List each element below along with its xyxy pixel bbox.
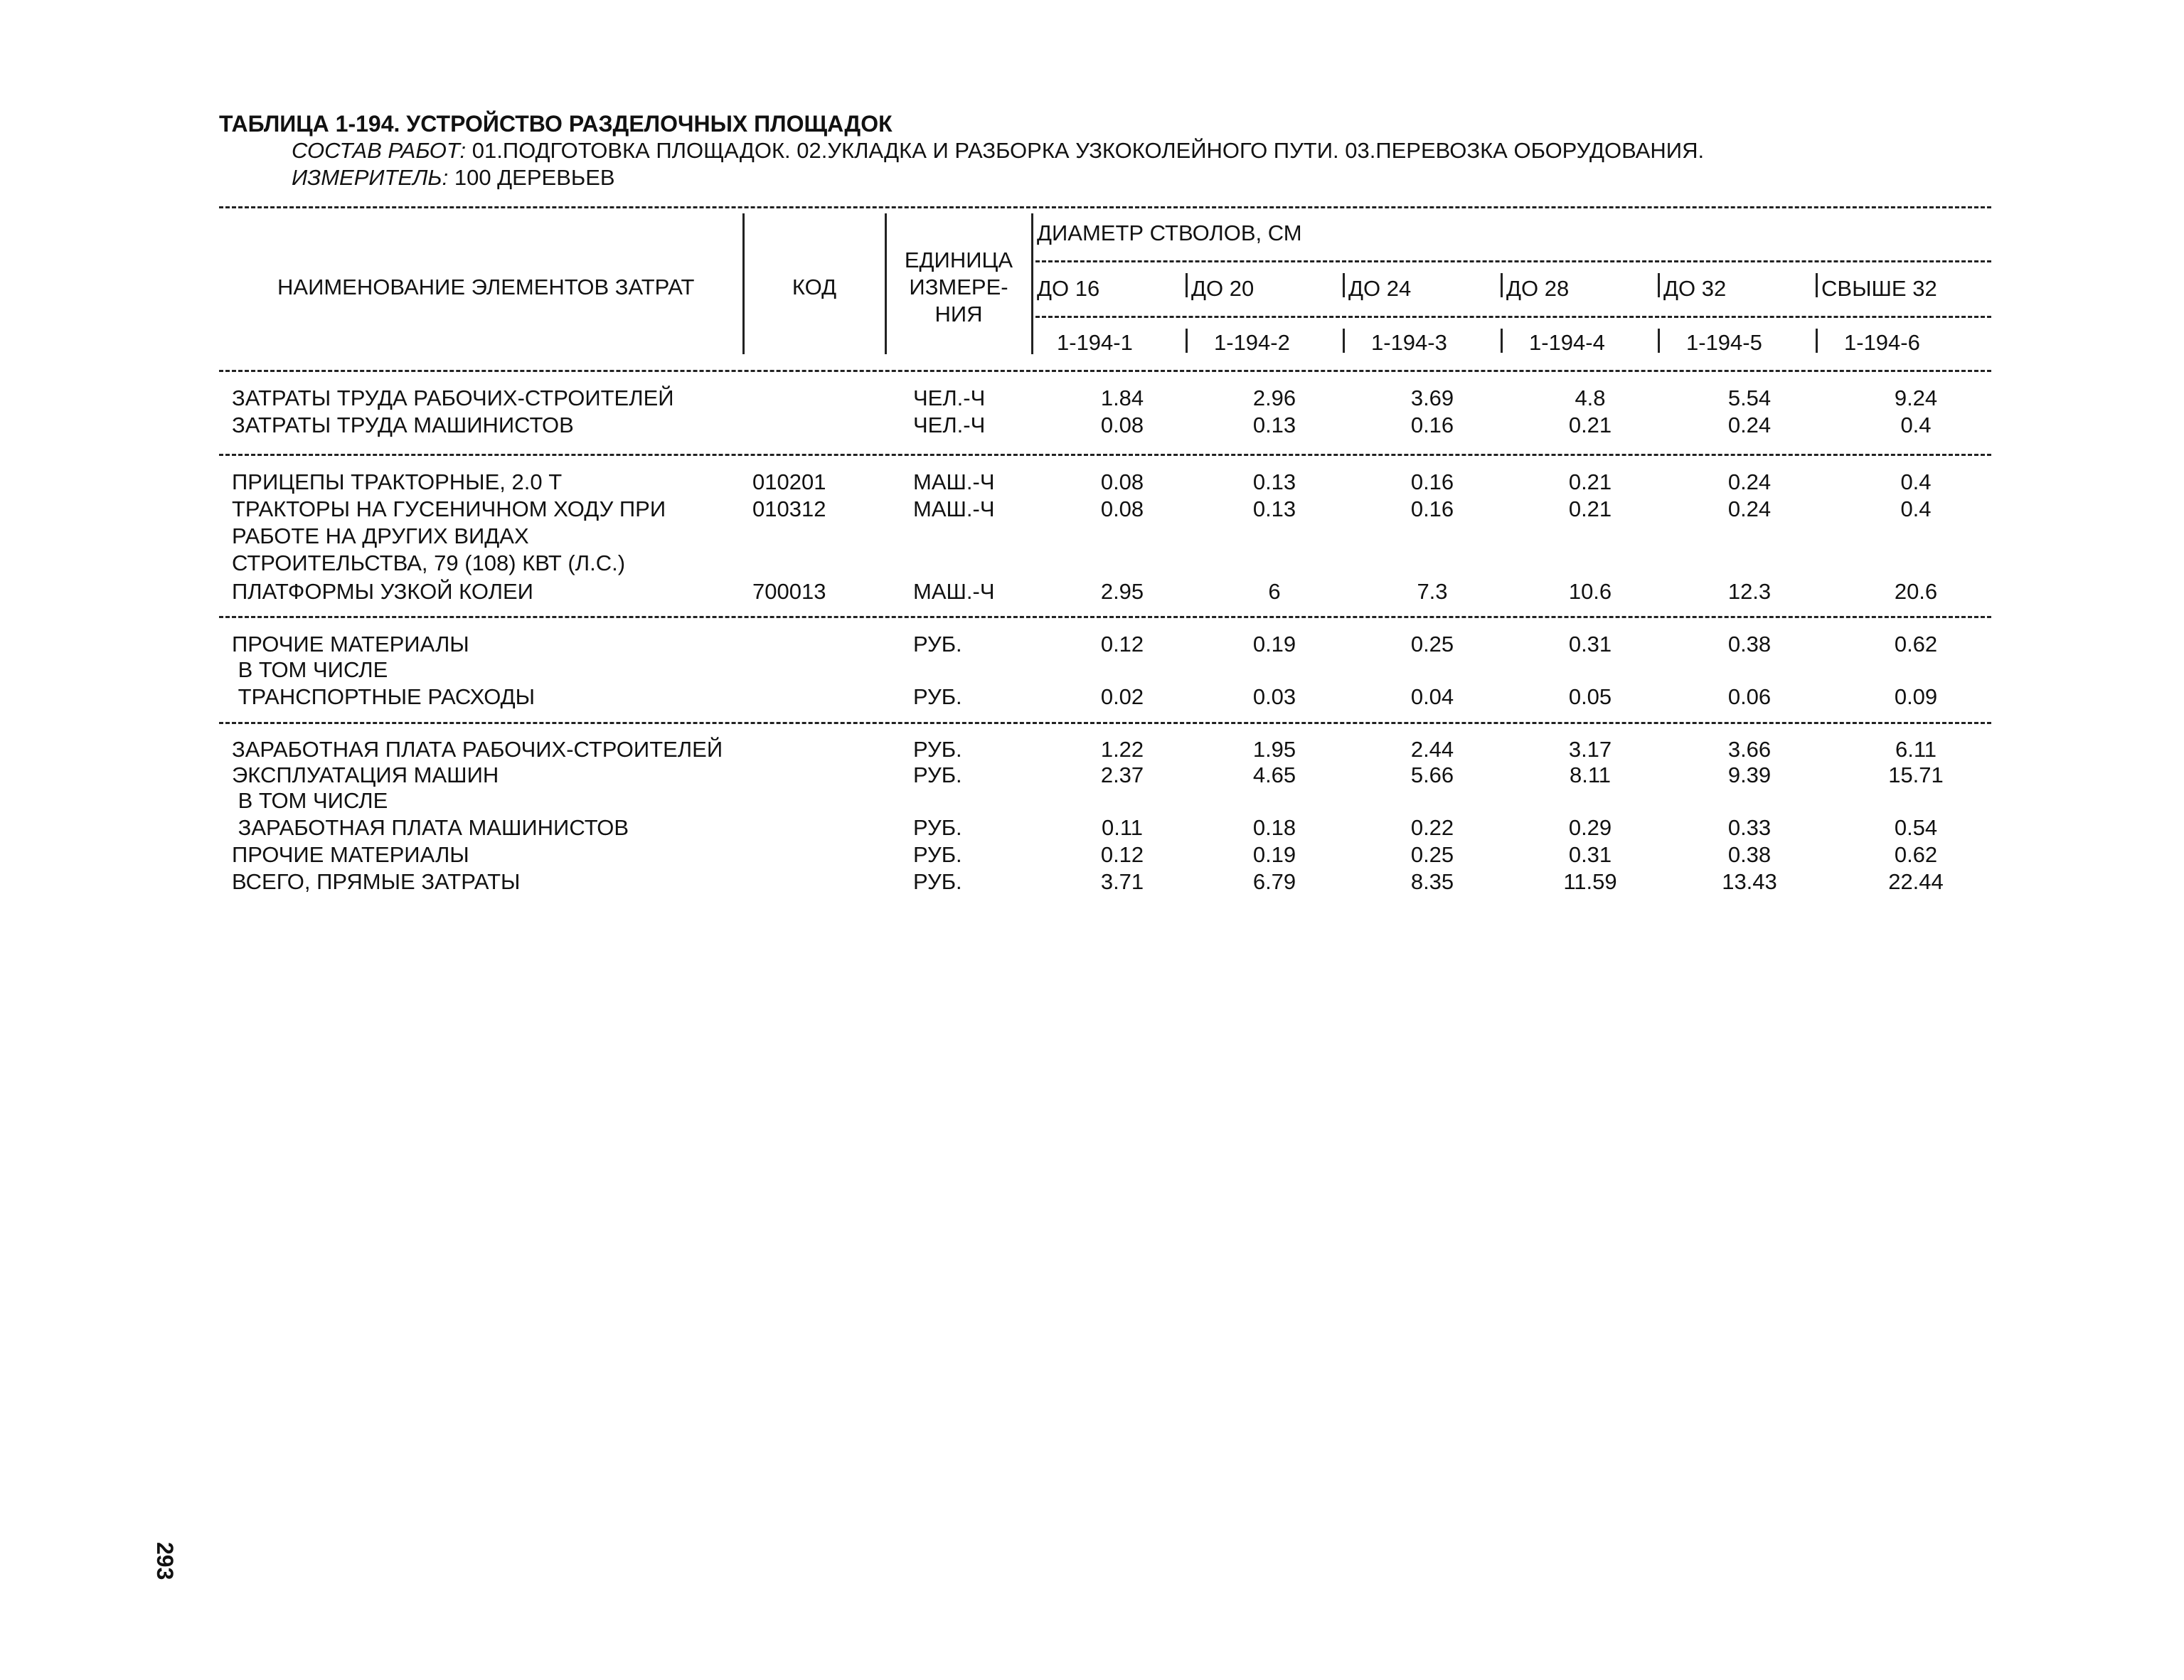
row-value: 3.66: [1727, 737, 1772, 762]
header-diam-6: СВЫШЕ 32: [1821, 276, 1937, 301]
row-value: 22.44: [1888, 869, 1944, 894]
header-name: НАИМЕНОВАНИЕ ЭЛЕМЕНТОВ ЗАТРАТ: [277, 275, 695, 299]
row-name: В ТОМ ЧИСЛЕ: [232, 657, 388, 682]
row-value: 6: [1268, 579, 1281, 604]
composition-label: СОСТАВ РАБОТ:: [292, 138, 467, 163]
row-name: ЗАРАБОТНАЯ ПЛАТА РАБОЧИХ-СТРОИТЕЛЕЙ: [232, 737, 723, 762]
row-value: 0.38: [1727, 632, 1772, 656]
row-value: 0.08: [1100, 496, 1144, 521]
row-value: 0.29: [1568, 815, 1612, 840]
header-code-6: 1-194-6: [1844, 330, 1920, 355]
header-vbar-c5: [1658, 329, 1660, 353]
header-diam-5: ДО 32: [1663, 276, 1727, 301]
row-value: 0.54: [1894, 815, 1938, 840]
row-name: ЗАТРАТЫ ТРУДА РАБОЧИХ-СТРОИТЕЛЕЙ: [232, 386, 674, 410]
row-unit: ЧЕЛ.-Ч: [913, 413, 986, 437]
header-diam-2: ДО 20: [1191, 276, 1255, 301]
row-value: 20.6: [1894, 579, 1938, 604]
page-number: 293: [152, 1542, 178, 1580]
row-value: 4.8: [1575, 386, 1606, 410]
row-value: 0.16: [1410, 496, 1454, 521]
row-value: 1.22: [1100, 737, 1144, 762]
row-value: 3.17: [1568, 737, 1612, 762]
row-name: ПРОЧИЕ МАТЕРИАЛЫ: [232, 842, 469, 867]
row-value: 0.62: [1894, 632, 1938, 656]
row-value: 0.22: [1410, 815, 1454, 840]
row-unit: РУБ.: [913, 762, 962, 787]
row-value: 0.18: [1252, 815, 1296, 840]
header-vbar-c6: [1816, 329, 1818, 353]
measure-text: 100 ДЕРЕВЬЕВ: [448, 165, 615, 190]
row-name: ЭКСПЛУАТАЦИЯ МАШИН: [232, 762, 499, 787]
header-top-rule: [219, 206, 1991, 208]
row-code: 010201: [752, 469, 826, 494]
composition-line: [292, 138, 1704, 164]
row-value: 0.11: [1101, 815, 1144, 840]
row-code: 700013: [752, 579, 826, 604]
row-value: 2.37: [1100, 762, 1144, 787]
row-value: 0.4: [1900, 469, 1932, 494]
row-value: 0.21: [1568, 496, 1612, 521]
header-diam-4: ДО 28: [1506, 276, 1570, 301]
row-value: 0.08: [1100, 469, 1144, 494]
row-value: 0.62: [1894, 842, 1938, 867]
row-code: 010312: [752, 496, 826, 521]
row-unit: РУБ.: [913, 684, 962, 709]
row-value: 0.06: [1727, 684, 1772, 709]
row-unit: РУБ.: [913, 815, 962, 840]
row-value: 0.02: [1100, 684, 1144, 709]
row-value: 6.11: [1895, 737, 1937, 762]
measure-line: [292, 165, 615, 191]
row-name: ПРИЦЕПЫ ТРАКТОРНЫЕ, 2.0 Т: [232, 469, 563, 494]
row-value: 0.08: [1100, 413, 1144, 437]
row-value: 12.3: [1727, 579, 1772, 604]
row-name: РАБОТЕ НА ДРУГИХ ВИДАХ: [232, 523, 529, 548]
group-rule-2: [219, 616, 1991, 618]
row-value: 4.65: [1252, 762, 1296, 787]
row-name: В ТОМ ЧИСЛЕ: [232, 788, 388, 813]
row-value: 8.11: [1569, 762, 1612, 787]
row-value: 0.03: [1252, 684, 1296, 709]
row-value: 0.24: [1727, 469, 1772, 494]
header-code-2: 1-194-2: [1214, 330, 1290, 355]
row-value: 5.66: [1410, 762, 1454, 787]
header-bottom-rule: [219, 370, 1991, 372]
row-unit: РУБ.: [913, 632, 962, 656]
row-value: 1.84: [1100, 386, 1144, 410]
row-unit: ЧЕЛ.-Ч: [913, 386, 986, 410]
row-unit: РУБ.: [913, 869, 962, 894]
row-value: 0.4: [1900, 413, 1932, 437]
row-value: 0.31: [1568, 842, 1612, 867]
header-vbar-c1: [1031, 329, 1033, 353]
row-value: 8.35: [1410, 869, 1454, 894]
row-value: 0.05: [1568, 684, 1612, 709]
row-value: 0.33: [1727, 815, 1772, 840]
header-vbar-d5: [1658, 273, 1660, 297]
group-rule-1: [219, 454, 1991, 456]
row-value: 0.13: [1252, 413, 1296, 437]
row-value: 0.04: [1410, 684, 1454, 709]
row-value: 0.25: [1410, 842, 1454, 867]
row-value: 0.19: [1252, 632, 1296, 656]
header-unit-3: НИЯ: [934, 302, 983, 326]
header-vbar-c3: [1343, 329, 1345, 353]
row-value: 0.38: [1727, 842, 1772, 867]
row-value: 0.24: [1727, 496, 1772, 521]
row-value: 2.44: [1410, 737, 1454, 762]
row-value: 0.21: [1568, 469, 1612, 494]
header-code-1: 1-194-1: [1057, 330, 1133, 355]
row-unit: РУБ.: [913, 737, 962, 762]
composition-text: 01.ПОДГОТОВКА ПЛОЩАДОК. 02.УКЛАДКА И РАЗБОРКА УЗКОКОЛЕЙНОГО ПУТИ. 03.ПЕРЕВОЗКА ОБОРУДОВАНИЯ.: [466, 138, 1705, 163]
header-diameter-rule: [1035, 260, 1991, 262]
row-value: 10.6: [1568, 579, 1612, 604]
header-vbar-d3: [1343, 273, 1345, 297]
row-name: ТРАКТОРЫ НА ГУСЕНИЧНОМ ХОДУ ПРИ: [232, 496, 666, 521]
header-codes-rule: [1035, 316, 1991, 318]
row-value: 0.24: [1727, 413, 1772, 437]
header-code: КОД: [792, 275, 837, 299]
table-title: ТАБЛИЦА 1-194. УСТРОЙСТВО РАЗДЕЛОЧНЫХ ПЛОЩАДОК: [219, 111, 893, 137]
row-value: 0.4: [1900, 496, 1932, 521]
row-name: ПРОЧИЕ МАТЕРИАЛЫ: [232, 632, 469, 656]
header-vbar-1: [742, 213, 745, 354]
row-name: ТРАНСПОРТНЫЕ РАСХОДЫ: [232, 684, 536, 709]
group-rule-3: [219, 722, 1991, 724]
row-value: 0.12: [1100, 842, 1144, 867]
row-value: 9.24: [1894, 386, 1938, 410]
header-diameter: ДИАМЕТР СТВОЛОВ, СМ: [1037, 220, 1302, 245]
header-unit-1: ЕДИНИЦА: [904, 248, 1013, 272]
header-vbar-d2: [1186, 273, 1188, 297]
header-vbar-c2: [1186, 329, 1188, 353]
row-value: 0.19: [1252, 842, 1296, 867]
row-value: 0.16: [1410, 469, 1454, 494]
row-name: ЗАТРАТЫ ТРУДА МАШИНИСТОВ: [232, 413, 574, 437]
measure-label: ИЗМЕРИТЕЛЬ:: [292, 165, 449, 190]
row-value: 6.79: [1252, 869, 1296, 894]
header-vbar-c4: [1501, 329, 1503, 353]
header-vbar-d4: [1501, 273, 1503, 297]
row-value: 0.16: [1410, 413, 1454, 437]
row-name: ЗАРАБОТНАЯ ПЛАТА МАШИНИСТОВ: [232, 815, 629, 840]
row-value: 0.31: [1568, 632, 1612, 656]
header-diam-1: ДО 16: [1037, 276, 1100, 301]
row-value: 0.21: [1568, 413, 1612, 437]
row-value: 2.95: [1100, 579, 1144, 604]
row-name: ВСЕГО, ПРЯМЫЕ ЗАТРАТЫ: [232, 869, 521, 894]
row-value: 0.13: [1252, 496, 1296, 521]
row-value: 9.39: [1727, 762, 1772, 787]
row-value: 1.95: [1252, 737, 1296, 762]
row-value: 15.71: [1888, 762, 1944, 787]
row-value: 0.09: [1894, 684, 1938, 709]
row-unit: МАШ.-Ч: [913, 579, 995, 604]
row-value: 0.13: [1252, 469, 1296, 494]
header-vbar-2: [885, 213, 887, 354]
header-vbar-d6: [1816, 273, 1818, 297]
row-value: 7.3: [1417, 579, 1448, 604]
row-unit: РУБ.: [913, 842, 962, 867]
row-name: СТРОИТЕЛЬСТВА, 79 (108) КВТ (Л.С.): [232, 551, 626, 575]
row-value: 0.25: [1410, 632, 1454, 656]
row-value: 0.12: [1100, 632, 1144, 656]
row-value: 11.59: [1563, 869, 1617, 894]
row-name: ПЛАТФОРМЫ УЗКОЙ КОЛЕИ: [232, 579, 533, 604]
header-diam-3: ДО 24: [1348, 276, 1412, 301]
row-value: 3.71: [1100, 869, 1144, 894]
row-value: 2.96: [1252, 386, 1296, 410]
row-unit: МАШ.-Ч: [913, 469, 995, 494]
header-code-5: 1-194-5: [1686, 330, 1762, 355]
header-code-4: 1-194-4: [1529, 330, 1605, 355]
row-value: 5.54: [1727, 386, 1772, 410]
row-value: 3.69: [1410, 386, 1454, 410]
header-code-3: 1-194-3: [1371, 330, 1447, 355]
row-unit: МАШ.-Ч: [913, 496, 995, 521]
header-unit-2: ИЗМЕРЕ-: [909, 275, 1008, 299]
row-value: 13.43: [1722, 869, 1777, 894]
